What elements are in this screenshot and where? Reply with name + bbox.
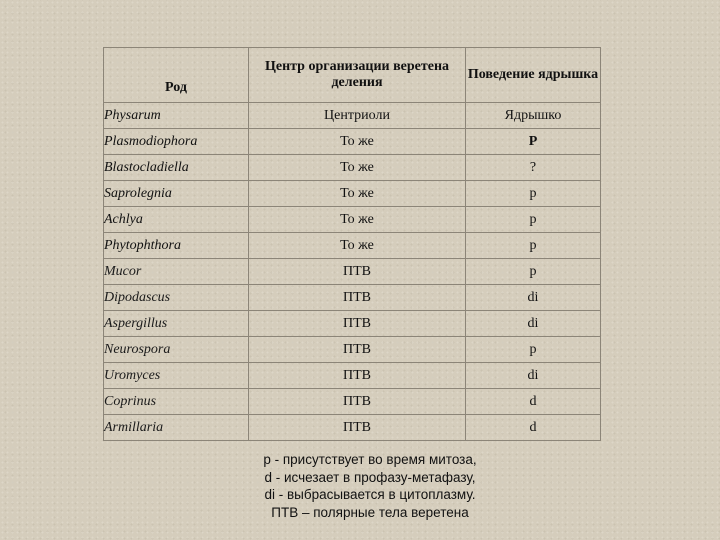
legend-line-disappears: d - исчезает в профазу-метафазу, — [264, 469, 476, 485]
cell-spindle-center: ПТВ — [249, 415, 466, 441]
cell-nucleolus: d — [466, 415, 601, 441]
cell-genus: Achlya — [104, 207, 249, 233]
cell-nucleolus: di — [466, 311, 601, 337]
cell-genus: Aspergillus — [104, 311, 249, 337]
cell-genus: Coprinus — [104, 389, 249, 415]
cell-spindle-center: Центриоли — [249, 103, 466, 129]
cell-spindle-center: То же — [249, 129, 466, 155]
table-row — [104, 181, 601, 207]
cell-spindle-center: ПТВ — [249, 285, 466, 311]
cell-spindle-center: То же — [249, 181, 466, 207]
cell-spindle-center: ПТВ — [249, 259, 466, 285]
header-nucleolus-behavior: Поведение ядрышка — [466, 48, 601, 103]
cell-nucleolus: р — [466, 337, 601, 363]
cell-spindle-center: То же — [249, 207, 466, 233]
cell-genus: Dipodascus — [104, 285, 249, 311]
table-row — [104, 155, 601, 181]
cell-nucleolus: d — [466, 389, 601, 415]
fungi-mitosis-table — [103, 47, 601, 441]
cell-genus: Neurospora — [104, 337, 249, 363]
table-row — [104, 311, 601, 337]
table-row — [104, 207, 601, 233]
cell-spindle-center: ПТВ — [249, 363, 466, 389]
cell-genus: Physarum — [104, 103, 249, 129]
table-header-row — [104, 48, 601, 103]
cell-genus: Blastocladiella — [104, 155, 249, 181]
cell-nucleolus: ? — [466, 155, 601, 181]
cell-nucleolus: di — [466, 285, 601, 311]
cell-spindle-center: ПТВ — [249, 389, 466, 415]
cell-nucleolus: di — [466, 363, 601, 389]
cell-genus: Plasmodiophora — [104, 129, 249, 155]
table-body — [104, 103, 601, 441]
table-row — [104, 103, 601, 129]
cell-nucleolus: р — [466, 259, 601, 285]
cell-nucleolus: р — [466, 207, 601, 233]
cell-genus: Mucor — [104, 259, 249, 285]
cell-genus: Armillaria — [104, 415, 249, 441]
legend-line-present: р - присутствует во время митоза, — [263, 452, 477, 467]
cell-nucleolus: Ядрышко — [466, 103, 601, 129]
legend-line-ptv: ПТВ – полярные тела веретена — [271, 504, 469, 520]
cell-nucleolus: Р — [466, 129, 601, 155]
cell-spindle-center: То же — [249, 233, 466, 259]
legend-line-extruded: di - выбрасывается в цитоплазму. — [264, 487, 476, 502]
cell-spindle-center: ПТВ — [249, 337, 466, 363]
table-row — [104, 337, 601, 363]
table-row — [104, 415, 601, 441]
table-row — [104, 389, 601, 415]
table-row — [104, 259, 601, 285]
header-genus: Род — [104, 48, 249, 103]
cell-nucleolus: р — [466, 233, 601, 259]
cell-nucleolus: р — [466, 181, 601, 207]
table-row — [104, 233, 601, 259]
legend — [230, 451, 510, 521]
table-row — [104, 363, 601, 389]
table-row — [104, 129, 601, 155]
cell-genus: Uromyces — [104, 363, 249, 389]
table-row — [104, 285, 601, 311]
cell-genus: Phytophthora — [104, 233, 249, 259]
cell-genus: Saprolegnia — [104, 181, 249, 207]
cell-spindle-center: ПТВ — [249, 311, 466, 337]
header-spindle-center: Центр организации веретена деления — [249, 48, 466, 103]
cell-spindle-center: То же — [249, 155, 466, 181]
